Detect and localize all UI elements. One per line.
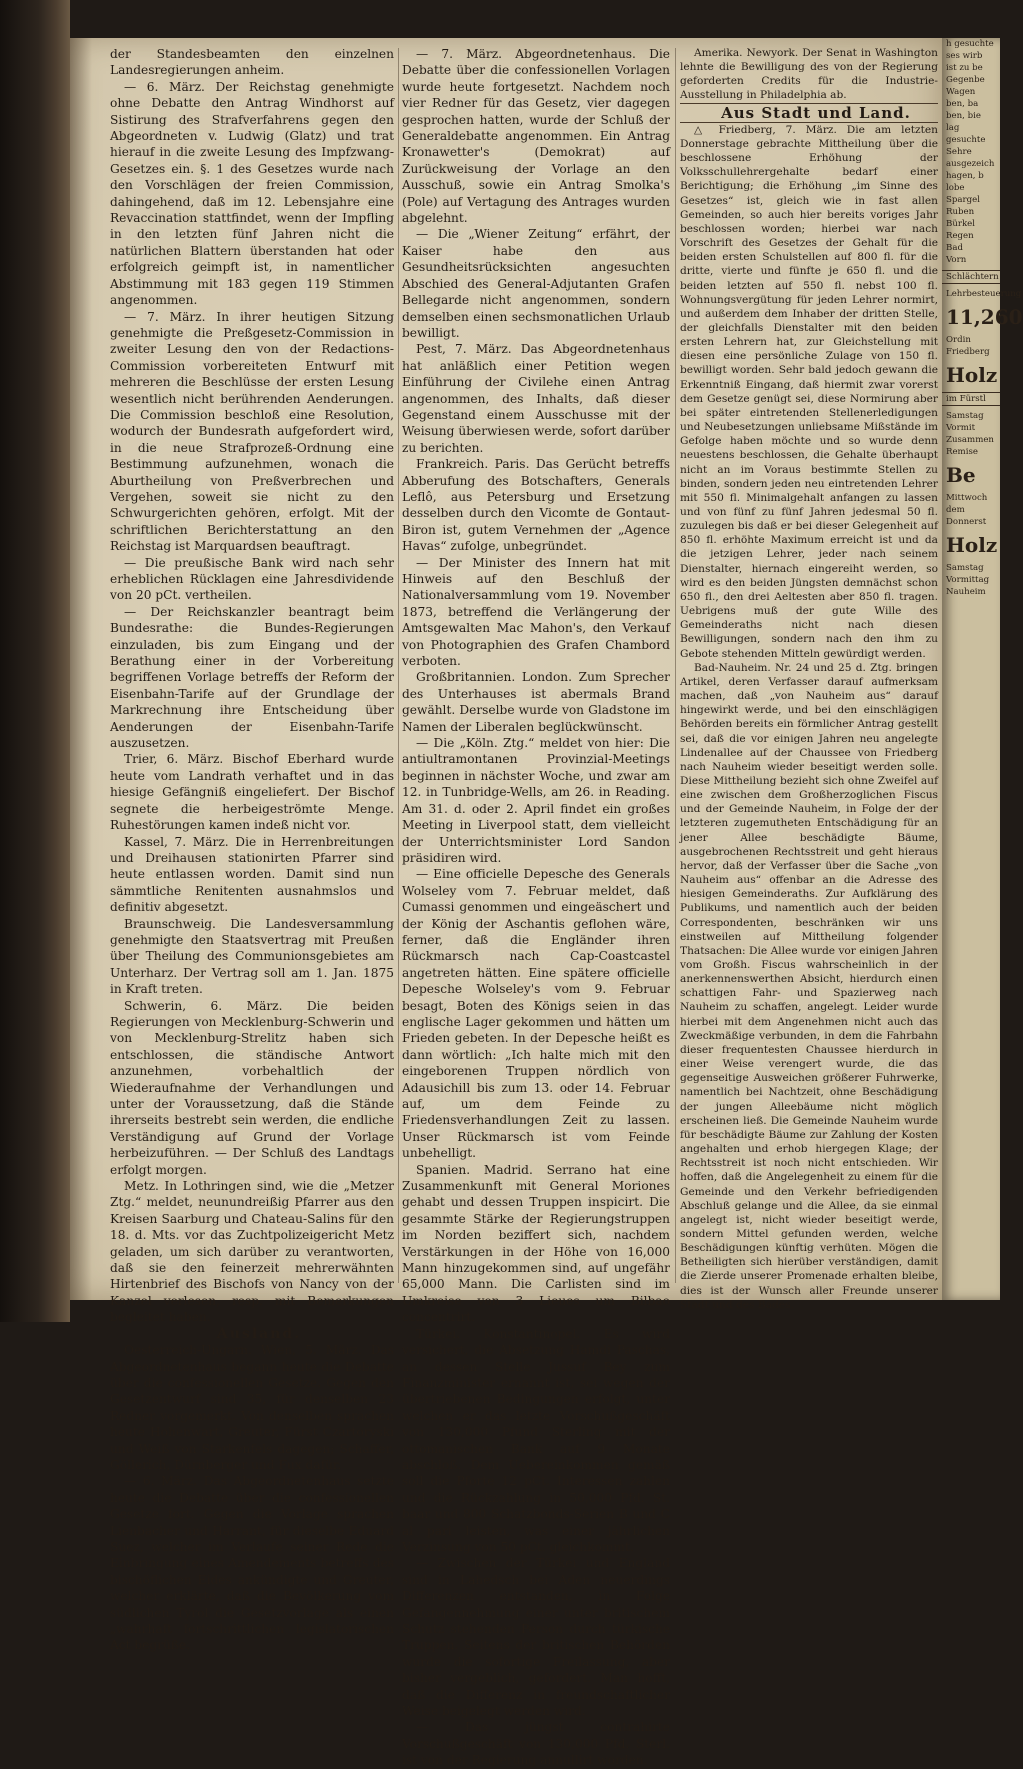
strip-line: h gesuchte [946, 39, 994, 49]
strip-line: Ruben [946, 207, 975, 217]
section-heading-ausland: Ausland. [216, 1325, 302, 1342]
strip-line: Lehrbesteuerung [946, 289, 1022, 299]
article-paragraph: Schwerin, 6. März. Die beiden Regierungen von Mecklenburg-Schwerin und von Mecklenburg-Strelitz haben sich entschlossen, die ständische Antwort anzunehmen, vorbehaltlich der Wiederaufnahme der Verhandlungen und unter der Voraussetzung, daß die Stände ihrerseits bestrebt sein werden, die endliche Verständigung auf Grund der Vorlage herbeizuführen. — Der Schluß des Landtags erfolgt morgen. [110, 998, 394, 1177]
strip-line: Samstag [946, 563, 984, 573]
article-paragraph: — 6. März. Das Abgeordnetenhaus setzte heute die Debatte über die confessionellen Gesetze fort. Gegen die Vorlage sprachen Lienbacher und Harrant, für dieselbe Eduard Suez, welcher im Verlaufe seiner Rede die Einbringung eines Amendements betreffs des bischöflichen Eides ankündigte und Greuter, welcher erklärte, daß die Bevölkerung vom südlichen Tyrol die Gesetzvorlage als einen „wahrhaft fortschrittlichen legislatorischen Act begrüße. [110, 1474, 394, 1653]
article-paragraph: △ Friedberg, 7. März. Die am letzten Donnerstage gebrachte Mittheilung über die beschlossene Erhöhung der Volksschullehrergehalte bedarf einer Berichtigung; die Erhöhung „im Sinne des Gesetzes“ ist, gleich wie in fast allen Gemeinden, so auch hier bereits voriges Jahr beschlossen worden; hierbei war nach Vorschrift des Gesetzes der Gehalt für die beiden ersten Schulstellen auf 800 fl. für die dritte, vierte und fünfte je 650 fl. und die beiden letzten auf 550 fl. nebst 100 fl. Wohnungsvergütung für jeden Lehrer normirt, und außerdem dem Inhaber der dritten Stelle, der gleichfalls Dienstalter mit den beiden ersten Lehrern hat, zur Gleichstellung mit diesen eine persönliche Zulage von 150 fl. bewilligt worden. Sehr bald jedoch gewann die Erkenntniß Eingang, daß hiermit zwar vorerst dem Gesetze genügt sei, diese Normirung aber bei später eintretenden Stellenerledigungen und Neubesetzungen unliebsame Mißstände im Gefolge haben möchte und so wurde denn neuestens beschlossen, die Gehalte überhaupt nicht an im Voraus bestimmte Stellen zu binden, sondern jeden neu eintretenden Lehrer mit 550 fl. Minimalgehalt anfangen zu lassen und von fünf zu fünf Jahren jedesmal 50 fl. zuzulegen bis daß er bei dieser Gelegenheit auf 850 fl. erhöhte Maximum erreicht ist und da die jetzigen Lehrer, jeder nach seinem Dienstalter, hiernach eingereiht werden, so wird es den beiden Jüngsten demnächst schon 650 fl., den drei Aeltesten aber 850 fl. tragen. Uebrigens muß der gute Wille des Gemeinderaths nicht nach diesen Bewilligungen, sondern nach den ihm zu Gebote stehenden Mitteln gewürdigt werden. [680, 123, 938, 660]
article-paragraph: Frankreich. Paris. Das Gerücht betreffs Abberufung des Botschafters, Generals Leflô, aus Petersburg und Ersetzung desselben durch den Vicomte de Gontaut-Biron ist, gutem Vernehmen der „Agence Havas“ zufolge, unbegründet. [402, 457, 670, 554]
article-paragraph: — Die „Wiener Zeitung“ erfährt, der Kaiser habe den aus Gesundheitsrücksichten angesuchten Abschied des General-Adjutanten Grafen Bellegarde nicht angenommen, sondern demselben einen sechsmonatlichen Urlaub bewilligt. [402, 227, 670, 340]
column-rule [675, 48, 676, 1283]
strip-line: Sehre [946, 147, 972, 157]
column-rule [398, 48, 399, 1283]
strip-line: Schlächtern [942, 270, 1000, 284]
article-paragraph: — Die preußische Bank wird nach sehr erheblichen Rücklagen eine Jahresdividende von 20 pCt. vertheilen. [110, 555, 394, 603]
strip-line: Gegenbe [946, 75, 985, 85]
strip-line: Be [946, 463, 976, 487]
strip-line: ses wirb [946, 51, 983, 61]
strip-line: ist zu be [946, 63, 983, 73]
strip-line: 11,260 [946, 305, 1023, 329]
strip-line: Bad [946, 243, 963, 253]
strip-line: Spargel [946, 195, 980, 205]
article-paragraph: Oesterreich-Ungarn. Wien, 5. März. Das Abgeordnetenhaus begann heute die Debatte über die confessionellen Gesetze. Gegen den Gesetzentwurf sind 35, für denselben 23 Redner vorgemerkt. Von denselben sprachen heute Hohenwart, Greuter, Fürst Czartoryski und Weiß von Starkenfels dagegen; Schaffer, Göllerich, Dürnberger und Fux dafür. [110, 1343, 394, 1472]
strip-line: gesuchte [946, 135, 986, 145]
strip-line: Wagen [946, 87, 976, 97]
article-paragraph: — 7. März. In ihrer heutigen Sitzung genehmigte die Preßgesetz-Commission in zweiter Lesung den von der Redactions-Commission vorbereiteten Entwurf mit mehreren die Beschlüsse der ersten Lesung wesentlich nicht berührenden Aenderungen. Die Commission beschloß eine Resolution, wodurch der Bundesrath aufgefordert wird, in die neue Strafprozeß-Ordnung eine Bestimmung aufzunehmen, wonach die Aburtheilung von Preßverbrechen und Vergehen, soweit sie nicht zu den Schwurgerichten gehören, erfolgt. Mit der schriftlichen Berichterstattung an den Reichstag ist Marquardsen beauftragt. [110, 309, 394, 554]
strip-line: Mittwoch [946, 493, 988, 503]
column-1 [110, 46, 394, 1653]
strip-line: im Fürstl [942, 392, 1000, 406]
strip-line: hagen, b [946, 171, 984, 181]
article-paragraph: Türkei. Konstantinopel. Es wird versichert, die Absetzung Hamdi Paschas, an dessen Stelle Jussuf Bey zum Finanzminister ernannt ist, sei wegen der übertriebenen Bedingungen erfolgt, unter welchen er das letzte Vorschußgeschäft von 130,000 Pfund Sterling mit der ottomanischen Bank auf 9 Monate abschloß. Dem Uebereinkommen gemäß soll die Pforte 12 pCt. Interessen zahlen und die Rückzahlung in 50,000 Pfd. St. baar und 800 Schatzbonds-Serien B und C al pari leisten, was einer jährlichen Verzinsung von 50 pCt. gleichkommt. [402, 1326, 670, 1554]
article-paragraph: — Zwischen der Türkei und England sind in Lahedsch bei Aden neuerdings Differenzen entstanden, in Folge Gefangennehmung einer unter britischem Schutz stehenden Person durch türkische Truppen. Seitens der britischen Behörden wurde die sofortige Freilassung, aber bisher vergeblich, gefordert. Man hofft, daß die Differenz in freundschaftlicher Weise beigelegt werden wird. [402, 1556, 670, 1719]
article-paragraph: der Standesbeamten den einzelnen Landesregierungen anheim. [110, 47, 394, 78]
article-paragraph: Spanien. Madrid. Serrano hat eine Zusammenkunft mit General Moriones gehabt und dessen Truppen inspicirt. Die gesammte Stärke der Regierungstruppen im Norden beziffert sich, nachdem Verstärkungen in der Höhe von 16,000 Mann hinzugekommen sind, auf ungefähr 65,000 Mann. Die Carlisten sind im Umkreise von 3 Lieues um Bilbao concentrirt. [402, 1162, 670, 1325]
strip-line: Regen [946, 231, 974, 241]
article-paragraph: — Die „Köln. Ztg.“ meldet von hier: Die antiultramontanen Provinzial-Meetings beginnen in nächster Woche, und zwar am 12. in Tunbridge-Wells, am 26. in Reading. Am 31. d. oder 2. April findet ein großes Meeting in Liverpool statt, dem vielleicht der Unterrichtsminister Lord Sandon präsidiren wird. [402, 736, 670, 865]
article-paragraph: Trier, 6. März. Bischof Eberhard wurde heute vom Landrath verhaftet und in das hiesige Gefängniß eingeliefert. Der Bischof segnete die herbeigeströmte Menge. Ruhestörungen kamen indeß nicht vor. [110, 752, 394, 833]
article-paragraph: Pest, 7. März. Das Abgeordnetenhaus hat anläßlich einer Petition wegen Einführung der Civilehe einen Antrag angenommen, des Inhalts, daß dieser Gegenstand einem Ausschusse mit der Weisung überwiesen werde, sofort darüber zu berichten. [402, 342, 670, 455]
strip-line: Friedberg [946, 347, 990, 357]
column-3 [680, 46, 938, 1311]
strip-line: Holz [946, 363, 998, 387]
article-paragraph: Braunschweig. Die Landesversammlung genehmigte den Staatsvertrag mit Preußen über Theilung des Communionsgebietes am Unterharz. Der Vertrag soll am 1. Jan. 1875 in Kraft treten. [110, 916, 394, 997]
strip-line: Donnerst [946, 517, 987, 527]
strip-line: Zusammen [946, 435, 994, 445]
strip-line: Nauheim [946, 587, 986, 597]
strip-line: lobe [946, 183, 965, 193]
section-heading-stadt-und-land: Aus Stadt und Land. [680, 103, 938, 123]
strip-line: Vormit [946, 423, 976, 433]
strip-line: ben, bie [946, 111, 981, 121]
article-paragraph: Bad-Nauheim. Nr. 24 und 25 d. Ztg. bringen Artikel, deren Verfasser darauf aufmerksam machen, daß „von Nauheim aus“ darauf hingewirkt werde, und bei den einschlägigen Behörden bereits ein förmlicher Antrag gestellt sei, daß die vor einigen Jahren neu angelegte Lindenallee auf der Chaussee von Friedberg nach Nauheim wieder beseitigt werden solle. Diese Mittheilung bezieht sich ohne Zweifel auf eine zwischen dem Großherzoglichen Fiscus und der Gemeinde Nauheim, in Folge der der letzteren zugemutheten Entschädigung für an jener Allee beschädigte Bäume, ausgebrochenen Rechtsstreit und geht hieraus hervor, daß der Verfasser über die Sache „von Nauheim aus“ offenbar an die Adresse des hiesigen Gemeinderaths. Zur Aufklärung des Publikums, und namentlich auch der beiden Correspondenten, beschränken wir uns einstweilen auf Mittheilung folgender Thatsachen: Die Allee wurde vor einigen Jahren vom Großh. Fiscus wahrscheinlich in der anerkennenswerthen Absicht, hierdurch einen schattigen Fahr- und Spazierweg nach Nauheim zu schaffen, angelegt. Leider wurde hierbei mit dem Angenehmen nicht auch das Zweckmäßige verbunden, in dem die Fahrbahn dieser frequentesten Chaussee hierdurch in einer Weise verengert wurde, die das gegenseitige Ausweichen größerer Fuhrwerke, namentlich bei Nachtzeit, ohne Beschädigung der jungen Alleebäume nicht möglich erscheinen ließ. Die Gemeinde Nauheim wurde für beschädigte Bäume zur Zahlung der Kosten angehalten und erhob hiergegen Klage; der Rechtsstreit ist noch nicht entschieden. Wir hoffen, daß die Angelegenheit zu einem für die Gemeinde und den Verkehr befriedigenden Abschluß gelange und die Allee, da sie einmal angelegt ist, nicht wieder beseitigt werde, sondern Mittel gefunden werden, welche Beschädigungen künftig verhüten. Mögen die Betheiligten sich hierüber verständigen, damit die Zierde unserer Promenade erhalten bleibe, dies ist der Wunsch aller Freunde unserer Stadt und des Bades. [680, 661, 938, 1311]
article-paragraph: Kassel, 7. März. Die in Herrenbreitungen und Dreihausen stationirten Pfarrer sind heute entlassen worden. Damit sind nun sämmtliche Renitenten ausnahmslos und definitiv abgesetzt. [110, 834, 394, 915]
article-paragraph: — Der Reichskanzler beantragt beim Bundesrathe: die Bundes-Regierungen einzuladen, bis zum Eingang und der Berathung einer in der Vorbereitung begriffenen Vorlage betreffs der Reform der Eisenbahn-Tarife auf der Grundlage der Markrechnung ihre Entscheidung über Aenderungen der Eisenbahn-Tarife auszusetzen. [110, 604, 394, 751]
strip-line: Ordin [946, 335, 971, 345]
article-paragraph: — 6. März. Der Reichstag genehmigte ohne Debatte den Antrag Windhorst auf Sistirung des Strafverfahrens gegen den Abgeordneten v. Ludwig (Glatz) und trat hierauf in die zweite Lesung des Impfzwang-Gesetzes ein. §. 1 des Gesetzes wurde nach den Vorschlägen der freien Commission, dahingehend, daß im 12. Lebensjahre eine Revaccination stattfindet, wenn der Impfling in den letzten fünf Jahren nicht die natürlichen Blattern überstanden hat oder erfolgreich geimpft ist, in namentlicher Abstimmung mit 183 gegen 119 Stimmen angenommen. [110, 79, 394, 308]
article-paragraph: — Der Minister des Innern hat mit Hinweis auf den Beschluß der Nationalversammlung vom 19. November 1873, betreffend die Verlängerung der Amtsgewalten Mac Mahon's, den Verkauf von Photographien des Grafen Chambord verboten. [402, 555, 670, 669]
page-fold-shadow [70, 38, 92, 1300]
article-paragraph: Amerika. Newyork. Der Senat in Washington lehnte die Bewilligung des von der Regierung geforderten Credits für die Industrie-Ausstellung in Philadelphia ab. [680, 47, 938, 102]
strip-line: ben, ba [946, 99, 979, 109]
article-paragraph: Großbritannien. London. Zum Sprecher des Unterhauses ist abermals Brand gewählt. Derselbe wurde von Gladstone im Namen der Liberalen beglückwünscht. [402, 670, 670, 734]
strip-line: dem [946, 505, 965, 515]
strip-line: lag [946, 123, 960, 133]
column-2 [402, 46, 670, 1768]
strip-line: Vormittag [946, 575, 990, 585]
article-paragraph: — Das jüngst contrahirte Vorschußgeschäft von 130,000 Pfd. Sterl. ist von der Regierung annullirt worden. [402, 1720, 670, 1768]
adjacent-page-strip [942, 38, 1023, 1300]
strip-line: Vorn [946, 255, 967, 265]
newspaper-page [70, 38, 942, 1768]
strip-line: ausgezeich [946, 159, 995, 169]
strip-line: Samstag [946, 411, 984, 421]
article-paragraph: — Eine officielle Depesche des Generals Wolseley vom 7. Februar meldet, daß Cumassi genommen und eingeäschert und der König der Aschantis geflohen wäre, ferner, daß die Engländer ihren Rückmarsch nach Cap-Coastcastel angetreten hätten. Eine spätere officielle Depesche Wolseley's vom 9. Februar besagt, Boten des Königs seien in das englische Lager gekommen und hätten um Frieden gebeten. In der Depesche heißt es dann wörtlich: „Ich halte mich mit den eingeborenen Truppen nördlich von Adausichill bis zum 13. oder 14. Februar auf, um dem Feinde zu Friedensverhandlungen Zeit zu lassen. Unser Rückmarsch ist vom Feinde unbehelligt. [402, 867, 670, 1161]
article-paragraph: Metz. In Lothringen sind, wie die „Metzer Ztg.“ meldet, neunundreißig Pfarrer aus den Kreisen Saarburg und Chateau-Salins für den 18. d. Mts. vor das Zuchtpolizeigericht Metz geladen, um sich darüber zu verantworten, daß sie den feinerzeit mehrerwähnten Hirtenbrief des Bischofs von Nancy von der Kanzel verlesen, resp. mit Bemerkungen begleitet haben. [110, 1179, 394, 1325]
book-binding [0, 0, 70, 1322]
article-paragraph: — 7. März. Abgeordnetenhaus. Die Debatte über die confessionellen Vorlagen wurde heute fortgesetzt. Nachdem noch vier Redner für das Gesetz, vier dagegen gesprochen hatten, wurde der Schluß der Generaldebatte angenommen. Ein Antrag Kronawetter's (Demokrat) auf Zurückweisung der Vorlage an den Ausschuß, sowie ein Antrag Smolka's (Pole) auf Vertagung des Antrages wurden abgelehnt. [402, 47, 670, 226]
strip-line: Bürkel [946, 219, 975, 229]
strip-line: Remise [946, 447, 978, 457]
strip-line: Holz [946, 533, 998, 557]
